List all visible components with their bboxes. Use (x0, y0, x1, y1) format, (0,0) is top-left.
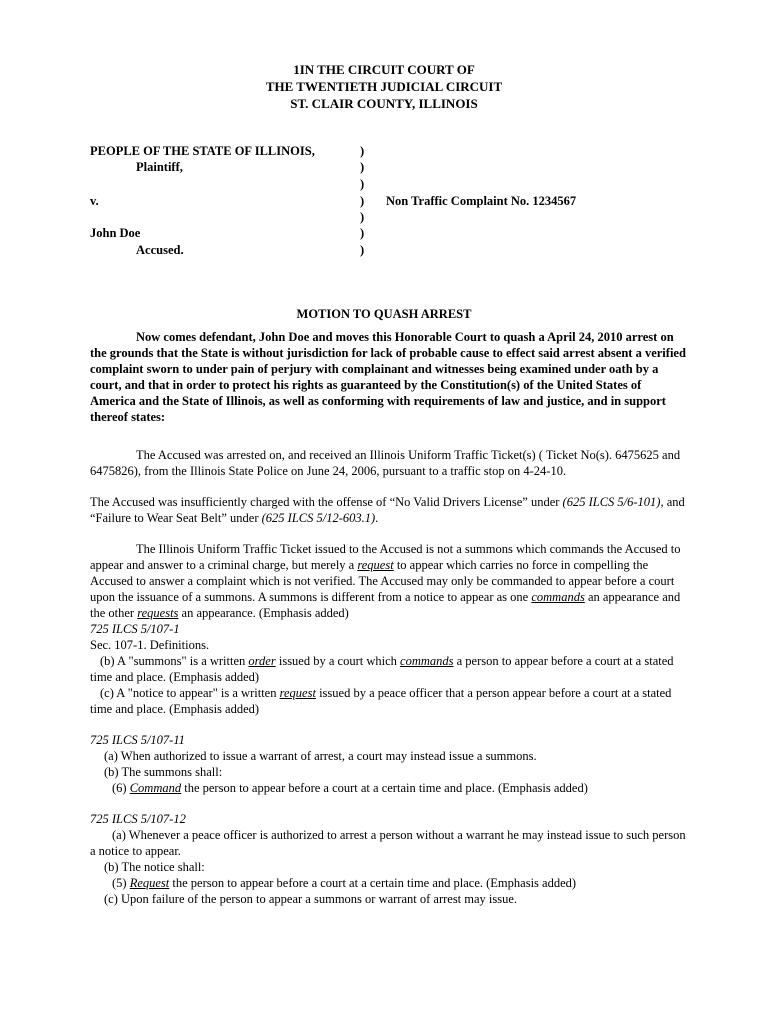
intro-paragraph: Now comes defendant, John Doe and moves this Honorable Court to quash a April 24, 2010 arrest on the grounds that the State is without jurisdiction for lack of probable cause to effect said arrest absent a verified complaint sworn to under pain of perjury with complainant and witnesses being examined under oath by a court, and that in order to protect his rights as guaranteed by the Constitution(s) of the United States of America and the State of Illinois, as well as conforming with requirements of law and justice, and in support thereof states: (90, 330, 686, 424)
citation-107-12: 725 ILCS 5/107-12 (90, 812, 186, 826)
caption-plaintiff: PEOPLE OF THE STATE OF ILLINOIS, (90, 144, 315, 158)
caption-paren: ) (360, 226, 365, 240)
emphasis-order: order (248, 654, 276, 668)
citation-license: (625 ILCS 5/6-101), (562, 495, 664, 509)
section-text: the person to appear before a court at a certain time and place. (Emphasis added) (169, 876, 577, 890)
citation-107-11: 725 ILCS 5/107-11 (90, 733, 185, 747)
charges-text: and “Failure to Wear Seat Belt” under (90, 495, 685, 525)
caption-versus: v. (90, 194, 99, 208)
caption-paren: ) (360, 160, 365, 174)
citation-seatbelt: (625 ILCS 5/12-603.1) (261, 511, 376, 525)
court-heading (0, 61, 768, 112)
caption-paren: ) (360, 177, 365, 191)
intro-section (90, 329, 686, 425)
section-text: (5) (112, 876, 130, 890)
summons-text: an appearance. (Emphasis added) (178, 606, 349, 620)
section-107-11-6 (90, 780, 686, 796)
emphasis-requests: requests (137, 606, 179, 620)
caption-paren: ) (360, 194, 365, 208)
section-text: the person to appear before a court at a certain time and place. (Emphasis added) (181, 781, 588, 795)
definition-text: (b) A "summons" is a written (100, 654, 249, 668)
paragraph-charges (90, 494, 686, 526)
emphasis-commands: commands (531, 590, 585, 604)
caption-accused-role: Accused. (136, 243, 184, 257)
summons-text: an appearance and the other (90, 590, 681, 620)
court-line-3: ST. CLAIR COUNTY, ILLINOIS (290, 96, 478, 111)
court-line-1: 1IN THE CIRCUIT COURT OF (293, 62, 475, 77)
section-107-11-b: (b) The summons shall: (104, 765, 223, 779)
court-line-2: THE TWENTIETH JUDICIAL CIRCUIT (265, 79, 503, 94)
section-107-1-heading: Sec. 107-1. Definitions. (90, 638, 210, 652)
section-107-12-c: (c) Upon failure of the person to appear a summons or warrant of arrest may issue. (104, 892, 518, 906)
complaint-number: Non Traffic Complaint No. 1234567 (386, 194, 577, 208)
definition-text: (c) A "notice to appear" is a written (100, 686, 280, 700)
definition-text: issued by a court which (275, 654, 401, 668)
section-107-12-b: (b) The notice shall: (104, 860, 205, 874)
section-text: (6) (112, 781, 130, 795)
citation-107-1: 725 ILCS 5/107-1 (90, 622, 180, 636)
caption-plaintiff-role: Plaintiff, (136, 160, 183, 174)
section-107-12-5 (90, 875, 686, 891)
charges-text: . (375, 511, 379, 525)
motion-body (90, 447, 686, 907)
emphasis-command: Command (129, 781, 182, 795)
summons-text: The Illinois Uniform Traffic Ticket issued to the Accused is not a summons which commands the Accused to appear and answer to a criminal charge, but merely a (90, 542, 681, 572)
definition-summons (90, 653, 686, 685)
paragraph-arrest: The Accused was arrested on, and received an Illinois Uniform Traffic Ticket(s) ( Ticket No(s). 6475625 and 6475826), from the Illinois State Police on June 24, 2006, pursuant to a traffic stop on 4-24-10. (90, 448, 681, 478)
section-107-12-a: (a) Whenever a peace officer is authorized to arrest a person without a warrant he may instead issue to such person a notice to appear. (90, 828, 686, 858)
caption-paren: ) (360, 243, 365, 257)
definition-text: issued by a peace officer that a person appear before a court at a stated time and place. (Emphasis added) (90, 686, 672, 716)
motion-title: MOTION TO QUASH ARREST (296, 307, 472, 321)
caption-accused: John Doe (90, 226, 141, 240)
caption-paren: ) (360, 210, 365, 224)
emphasis-commands: commands (400, 654, 454, 668)
summons-text: to appear which carries no force in compelling the Accused to answer a complaint which is not verified. The Accused may only be commanded to appear before a court upon the issuance of a summons. A summons is different from a notice to appear as one (90, 558, 675, 604)
emphasis-request: Request (129, 876, 170, 890)
definition-notice (90, 685, 686, 717)
definition-text: a person to appear before a court at a stated time and place. (Emphasis added) (90, 654, 674, 684)
charges-text: The Accused was insufficiently charged with the offense of “No Valid Drivers License” under (90, 495, 563, 509)
emphasis-request: request (357, 558, 394, 572)
section-107-11-a: (a) When authorized to issue a warrant of arrest, a court may instead issue a summons. (104, 749, 537, 763)
caption-paren: ) (360, 144, 365, 158)
emphasis-request: request (279, 686, 316, 700)
paragraph-summons (90, 541, 686, 621)
